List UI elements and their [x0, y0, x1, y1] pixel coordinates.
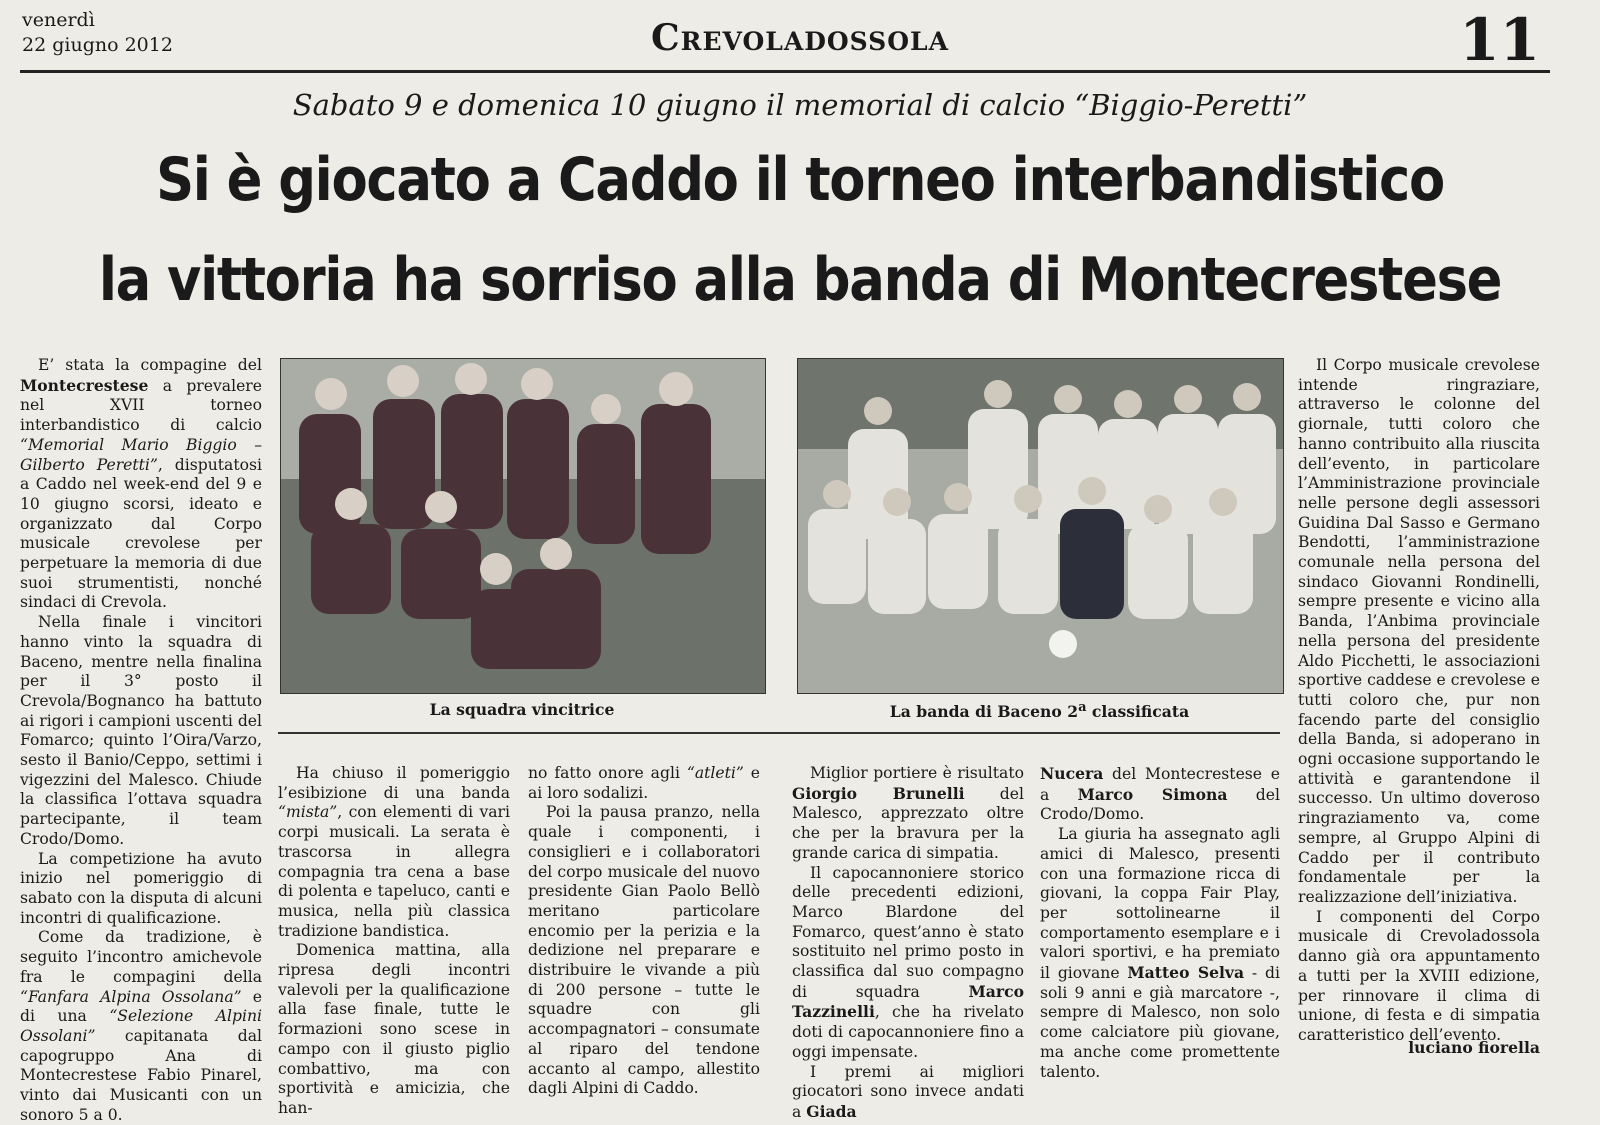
article-column-4	[792, 764, 1024, 1123]
article-column-2	[278, 764, 510, 1119]
headline-line-2: la vittoria ha sorriso alla banda di Montecrestese	[98, 245, 1502, 315]
paragraph: Poi la pausa pranzo, nella quale i componenti, i consiglieri e i collaboratori del corpo musicale del nuovo presidente Gian Paolo Bellò meritano particolare encomio per la perizia e la dedizione nel preparare e distribuire le vivande a più di 200 persone – tutte le squadre con gli accompagnatori – consumate al riparo del tendone accanto al campo, allestito dagli Alpini di Caddo.	[528, 803, 760, 1098]
paragraph: Il capocannoniere storico delle precedenti edizioni, Marco Blardone del Fomarco, quest’anno è stato sostituito nel primo posto in classifica dal suo compagno di squadra Marco Tazzinelli, che ha rivelato doti di capocannoniere fino a oggi impensate.	[792, 863, 1024, 1061]
issue-date-text: 22 giugno 2012	[22, 34, 173, 56]
paragraph: E’ stata la compagine del Montecrestese a prevalere nel XVII torneo interbandistico di calcio “Memorial Mario Biggio – Gilberto Peretti”, disputatosi a Caddo nel week-end del 9 e 10 giugno scorsi, ideato e organizzato dal Corpo musicale crevolese per perpetuare la memoria di due suoi strumentisti, nonché sindaci di Crevola.	[20, 356, 262, 612]
paragraph: Miglior portiere è risultato Giorgio Brunelli del Malesco, apprezzato oltre che per la bravura per la grande carica di simpatia.	[792, 764, 1024, 862]
issue-day: venerdì	[22, 9, 95, 31]
article-column-5	[1040, 764, 1280, 1082]
team-photo-illustration	[281, 359, 765, 693]
paragraph: Come da tradizione, è seguito l’incontro amichevole fra le compagini della “Fanfara Alpina Ossolana” e di una “Selezione Alpini Ossolani” capitanata dal capogruppo Ana di Montecrestese Fabio Pinarel, vinto dai Musicanti con un sonoro 5 a 0.	[20, 928, 263, 1124]
paragraph: I premi ai migliori giocatori sono invece andati a Giada	[792, 1062, 1024, 1121]
header-rule	[20, 70, 1550, 73]
article-column-3	[528, 764, 760, 1099]
paragraph: Il Corpo musicale crevolese intende ringraziare, attraverso le colonne del giornale, tutti coloro che hanno contribuito alla riuscita dell’evento, in particolare l’Amministrazione provinciale nelle persone degli assessori Guidina Dal Sasso e Germano Bendotti, l’amministrazione comunale nella persona del sindaco Giovanni Rondinelli, sempre presente e vicino alla Banda, l’Anbima provinciale nella persona del presidente Aldo Picchetti, le associazioni sportive caddese e crevolese e tutti coloro che, pur non facendo parte del consiglio della Banda, si adoperano in ogni occasione supportando le attività e garantendone il successo. Un ultimo doveroso ringraziamento va, come sempre, al Gruppo Alpini di Caddo per il contributo fondamentale per la realizzazione dell’iniziativa.	[1298, 356, 1540, 906]
paragraph: La competizione ha avuto inizio nel pomeriggio di sabato con la disputa di alcuni incontri di qualificazione.	[20, 849, 262, 927]
paragraph: Nella finale i vincitori hanno vinto la squadra di Baceno, mentre nella finalina per il 3° posto il Crevola/Bognanco ha battuto ai rigori i campioni uscenti del Fomarco; quinto l’Oira/Varzo, sesto il Banio/Ceppo, settimi i vigezzini del Malesco. Chiude la classifica l’ottava squadra partecipante, il team Crodo/Domo.	[20, 613, 263, 848]
section-title: Crevoladossola	[651, 17, 949, 59]
paragraph: La giuria ha assegnato agli amici di Malesco, presenti con una formazione ricca di giovani, la coppa Fair Play, per sottolinearne il comportamento esemplare e i valori sportivi, e ha premiato il giovane Matteo Selva - di soli 9 anni e già marcatore -, sempre di Malesco, non solo come calciatore più giovane, ma anche come promettente talento.	[1040, 825, 1281, 1081]
paragraph: Ha chiuso il pomeriggio l’esibizione di una banda “mista”, con elementi di vari corpi musicali. La serata è trascorsa in allegra compagnia tra cena a base di polenta e tapeluco, canti e musica, nella più classica tradizione bandistica.	[278, 764, 510, 940]
photo-caption: La squadra vincitrice	[429, 700, 615, 719]
page-number: 11	[1459, 6, 1540, 74]
paragraph: Domenica mattina, alla ripresa degli incontri valevoli per la qualificazione alla fase finale, tutte le formazioni sono scese in campo con il giusto piglio combattivo, ma con sportività e amicizia, che han-	[278, 941, 510, 1117]
article-column-left	[20, 356, 262, 1125]
photo-caption: La banda di Baceno 2$^a$ classificata	[889, 700, 1190, 722]
photo-winning-team	[280, 358, 766, 694]
photo-baceno-band	[797, 358, 1284, 694]
paragraph: I componenti del Corpo musicale di Crevoladossola danno già ora appuntamento a tutti per la XVIII edizione, per rinnovare il clima di unione, di festa e di simpatia caratteristico dell’evento.	[1298, 907, 1540, 1044]
team-photo-illustration	[798, 359, 1283, 693]
article-kicker: Sabato 9 e domenica 10 giugno il memorial di calcio “Biggio-Peretti”	[292, 88, 1308, 122]
paragraph: Nucera del Montecrestese e a Marco Simona del Crodo/Domo.	[1040, 764, 1281, 824]
headline-line-1: Si è giocato a Caddo il torneo interbandistico	[156, 145, 1444, 215]
article-column-right	[1298, 356, 1540, 1046]
paragraph: no fatto onore agli “atleti” e ai loro sodalizi.	[528, 764, 760, 802]
author-byline: luciano fiorella	[1408, 1038, 1540, 1057]
section-rule	[278, 732, 1280, 734]
